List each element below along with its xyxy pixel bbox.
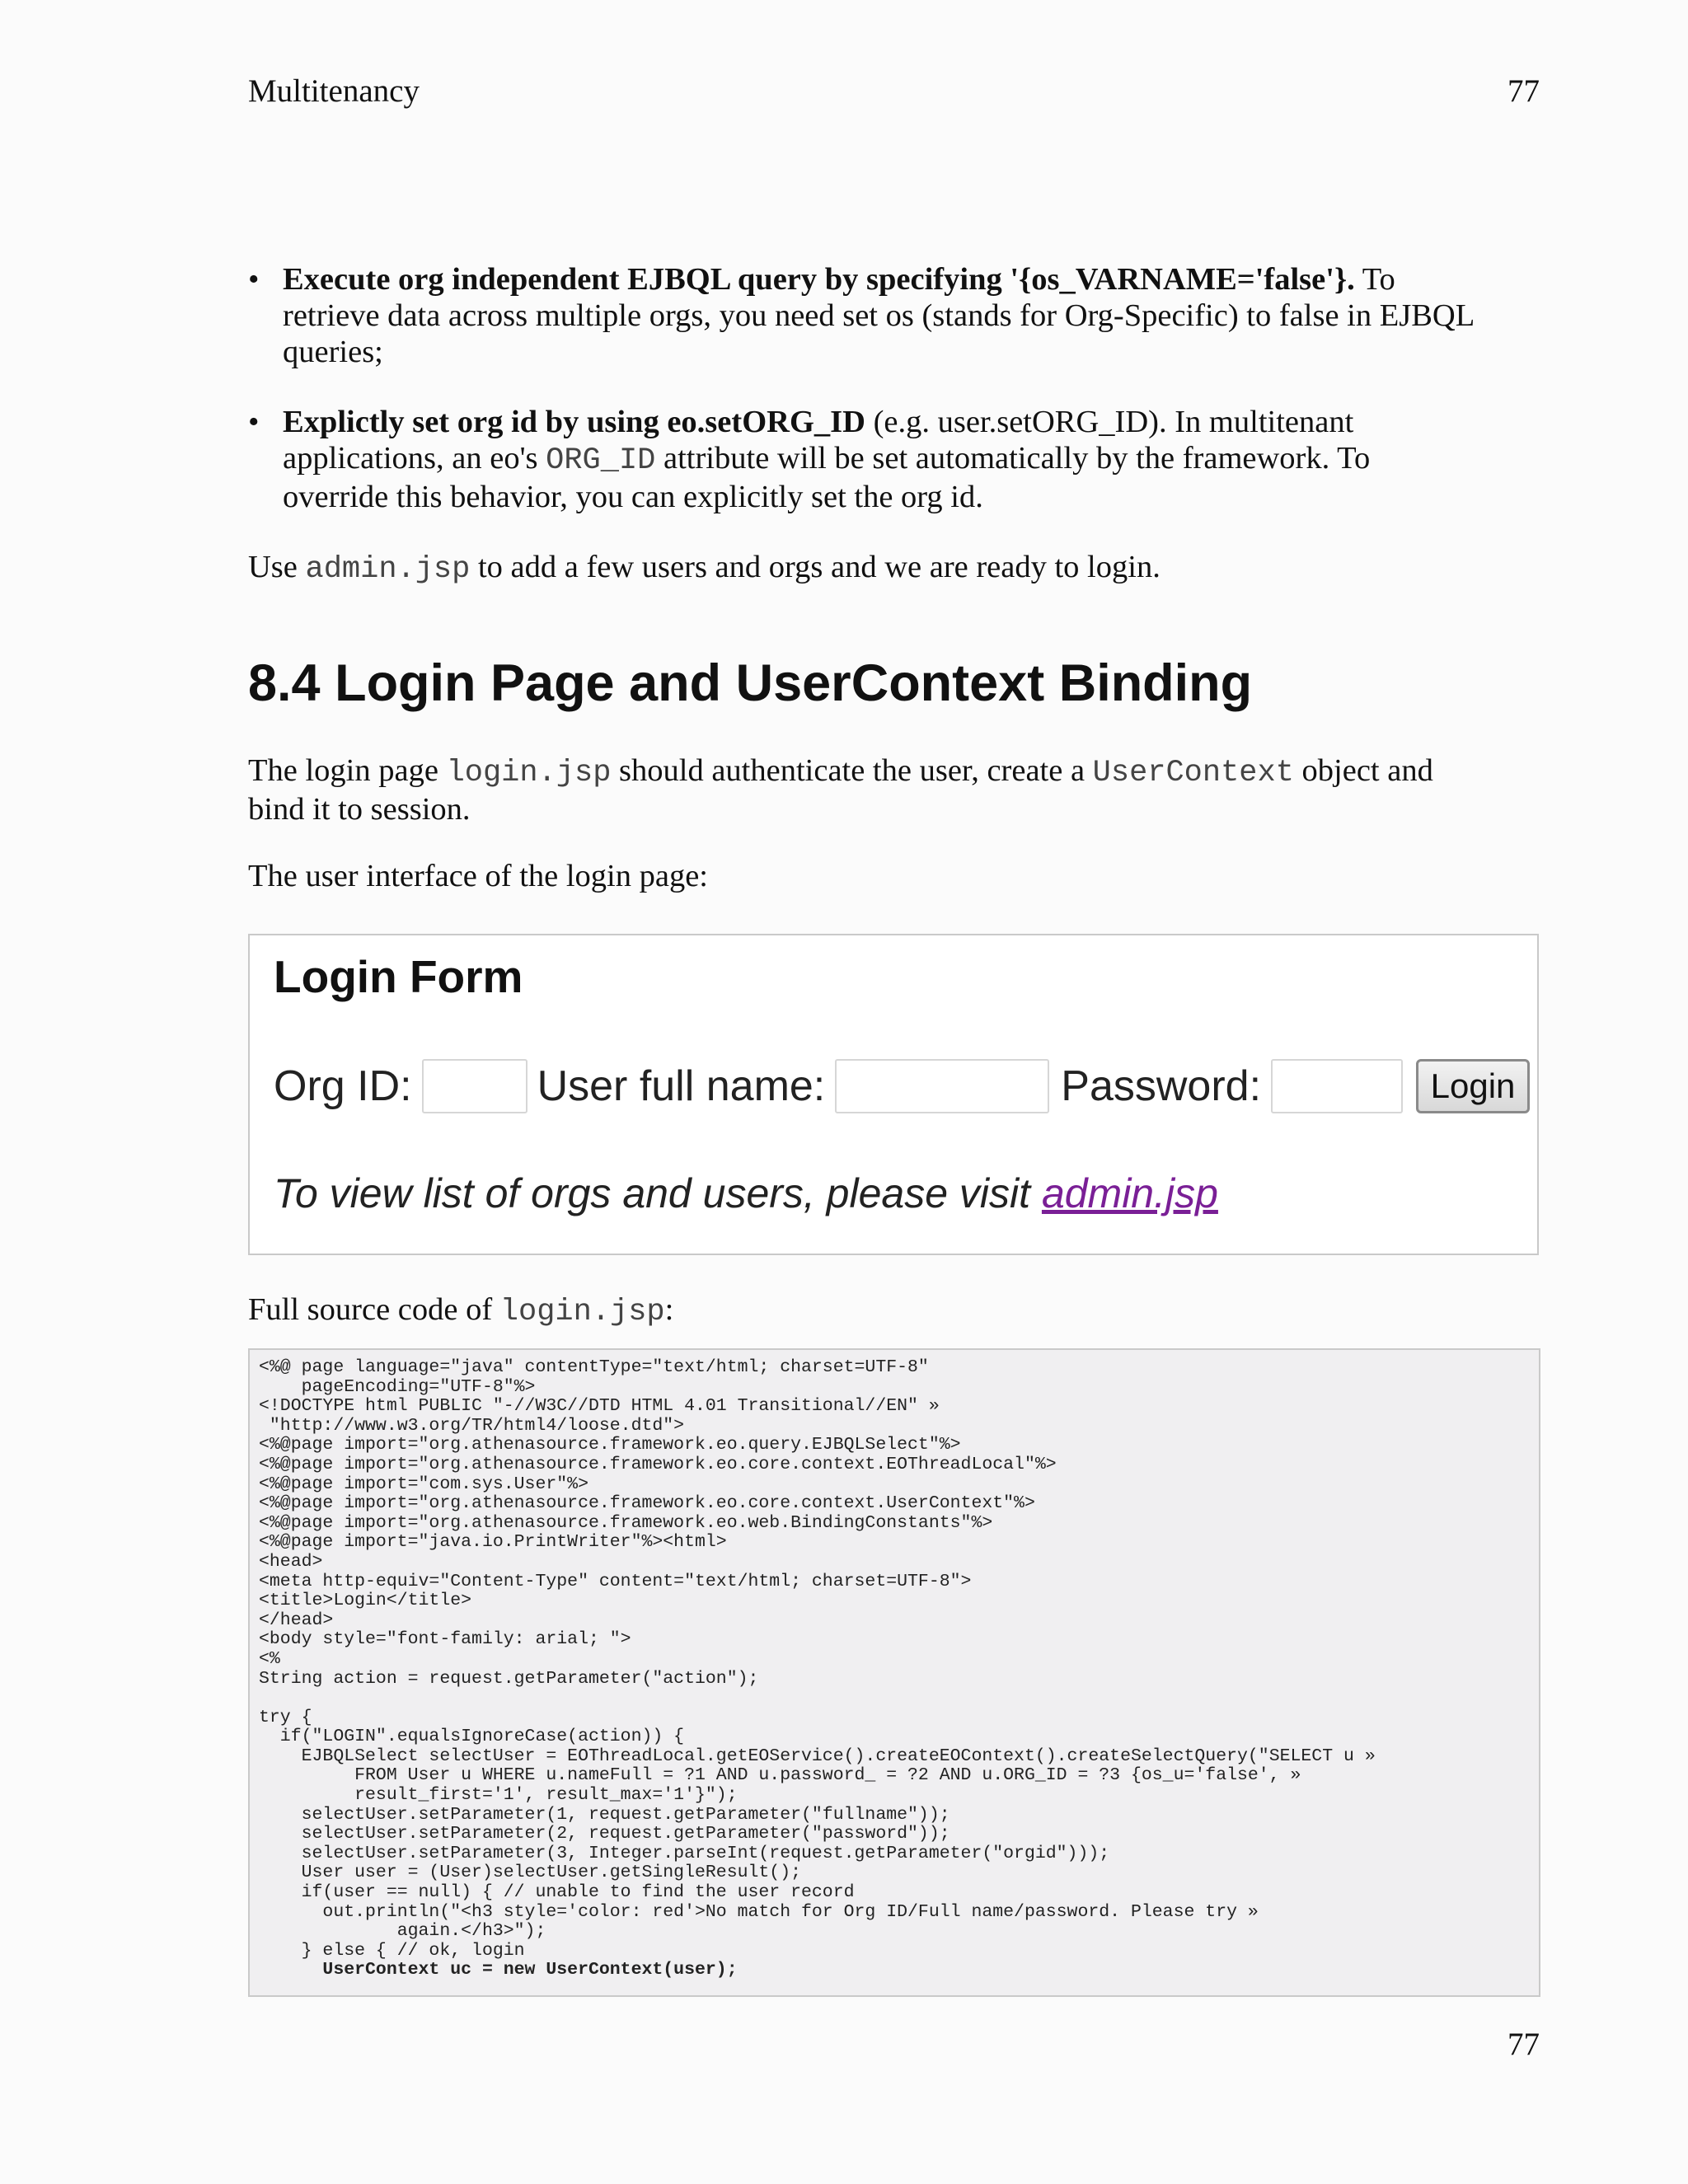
section-heading: 8.4 Login Page and UserContext Binding	[248, 654, 1253, 712]
admin-jsp-link[interactable]: admin.jsp	[1041, 1170, 1218, 1216]
login-form-title: Login Form	[274, 951, 523, 1002]
code-line: <meta http-equiv="Content-Type" content="text/html; charset=UTF-8">	[259, 1571, 972, 1591]
paragraph-text: bind it to session.	[248, 792, 471, 827]
inline-code: admin.jsp	[305, 552, 471, 587]
code-line	[259, 1689, 1539, 1708]
code-line: <%@page import="java.io.PrintWriter"%><html>	[259, 1532, 727, 1553]
code-line: if(user == null) { // unable to find the user record	[259, 1882, 855, 1903]
admin-note	[274, 1169, 1218, 1217]
code-line: <body style="font-family: arial; ">	[259, 1629, 631, 1650]
bullet-bold-text: Execute org independent EJBQL query by specifying '{os_VARNAME='false'}.	[283, 262, 1355, 297]
code-line: "http://www.w3.org/TR/html4/loose.dtd">	[259, 1415, 685, 1436]
code-line: <%@ page language="java" contentType="text/html; charset=UTF-8"	[259, 1357, 929, 1377]
paragraph-text: The login page	[248, 753, 438, 788]
code-line: <%@page import="org.athenasource.framework.eo.web.BindingConstants"%>	[259, 1512, 993, 1533]
admin-note-text: To view list of orgs and users, please visit	[274, 1170, 1031, 1216]
running-header-page-number: 77	[1507, 73, 1540, 109]
paragraph-text: :	[664, 1292, 674, 1327]
bullet-text: queries;	[283, 335, 383, 369]
inline-code: UserContext	[1092, 756, 1294, 790]
paragraph-text: to add a few users and orgs and we are ready to login.	[477, 550, 1160, 584]
code-line: selectUser.setParameter(1, request.getParameter("fullname"));	[259, 1804, 950, 1825]
bullet-item-set-org-id	[248, 404, 1542, 515]
running-header-title: Multitenancy	[248, 73, 420, 109]
login-paragraph	[248, 752, 1542, 827]
org-id-input[interactable]	[422, 1059, 528, 1113]
bullet-text: To	[1362, 262, 1395, 297]
bullet-text: (e.g. user.setORG_ID). In multitenant	[873, 405, 1354, 439]
user-full-name-input[interactable]	[835, 1059, 1049, 1113]
inline-code: login.jsp	[499, 1295, 665, 1329]
admin-paragraph	[248, 549, 1542, 588]
code-line: </head>	[259, 1610, 334, 1630]
login-form-figure	[248, 934, 1539, 1255]
inline-code: login.jsp	[446, 756, 612, 790]
paragraph-text: Full source code of	[248, 1292, 493, 1327]
code-line: <title>Login</title>	[259, 1591, 472, 1611]
login-form-row	[274, 1057, 1530, 1115]
code-line: <head>	[259, 1551, 323, 1572]
bullet-icon: •	[248, 262, 260, 297]
code-line: } else { // ok, login	[259, 1940, 525, 1961]
code-line: <%	[259, 1648, 280, 1669]
bullet-text: override this behavior, you can explicitly set the org id.	[283, 480, 983, 514]
code-listing	[248, 1348, 1540, 1997]
source-intro-paragraph	[248, 1291, 1542, 1330]
code-line: UserContext uc = new UserContext(user);	[259, 1960, 738, 1980]
paragraph-text: object and	[1301, 753, 1433, 788]
code-line: <!DOCTYPE html PUBLIC "-//W3C//DTD HTML 4.01 Transitional//EN" »	[259, 1396, 940, 1417]
code-line: selectUser.setParameter(2, request.getParameter("password"));	[259, 1824, 950, 1844]
code-line: if("LOGIN".equalsIgnoreCase(action)) {	[259, 1727, 685, 1747]
footer-page-number: 77	[1507, 2027, 1540, 2062]
bullet-text: attribute will be set automatically by the framework. To	[663, 441, 1371, 476]
paragraph-text: Use	[248, 550, 298, 584]
code-line: FROM User u WHERE u.nameFull = ?1 AND u.password_ = ?2 AND u.ORG_ID = ?3 {os_u='false', »	[259, 1765, 1301, 1786]
code-line: out.println("<h3 style='color: red'>No match for Org ID/Full name/password. Please try »	[259, 1901, 1259, 1922]
user-full-name-label: User full name:	[537, 1062, 826, 1110]
code-line: <%@page import="com.sys.User"%>	[259, 1474, 588, 1494]
code-line: again.</h3>");	[259, 1921, 546, 1942]
org-id-label: Org ID:	[274, 1062, 412, 1110]
bullet-bold-text: Explictly set org id by using eo.setORG_ID	[283, 405, 865, 439]
code-line: pageEncoding="UTF-8"%>	[259, 1376, 536, 1397]
code-line: <%@page import="org.athenasource.framework.eo.core.context.EOThreadLocal"%>	[259, 1454, 1057, 1474]
paragraph-text: should authenticate the user, create a	[619, 753, 1085, 788]
password-label: Password:	[1061, 1062, 1262, 1110]
code-line: <%@page import="org.athenasource.framework.eo.query.EJBQLSelect"%>	[259, 1435, 961, 1455]
code-line: try {	[259, 1707, 312, 1727]
password-input[interactable]	[1271, 1059, 1403, 1113]
code-line: String action = request.getParameter("action");	[259, 1668, 759, 1689]
bullet-icon: •	[248, 405, 260, 439]
login-button[interactable]: Login	[1416, 1059, 1530, 1113]
bullet-text: applications, an eo's	[283, 441, 538, 476]
code-line: result_first='1', result_max='1'}");	[259, 1785, 738, 1806]
bullet-item-os-varname	[248, 261, 1542, 370]
code-line: EJBQLSelect selectUser = EOThreadLocal.getEOService().createEOContext().createSelectQuery("SELECT u »	[259, 1746, 1376, 1766]
code-line: selectUser.setParameter(3, Integer.parseInt(request.getParameter("orgid")));	[259, 1843, 1110, 1863]
code-line: <%@page import="org.athenasource.framework.eo.core.context.UserContext"%>	[259, 1493, 1035, 1514]
bullet-text: retrieve data across multiple orgs, you need set os (stands for Org-Specific) to false in EJBQL	[283, 298, 1475, 333]
inline-code: ORG_ID	[546, 443, 656, 478]
code-line: User user = (User)selectUser.getSingleResult();	[259, 1863, 802, 1883]
ui-intro-paragraph: The user interface of the login page:	[248, 859, 709, 893]
